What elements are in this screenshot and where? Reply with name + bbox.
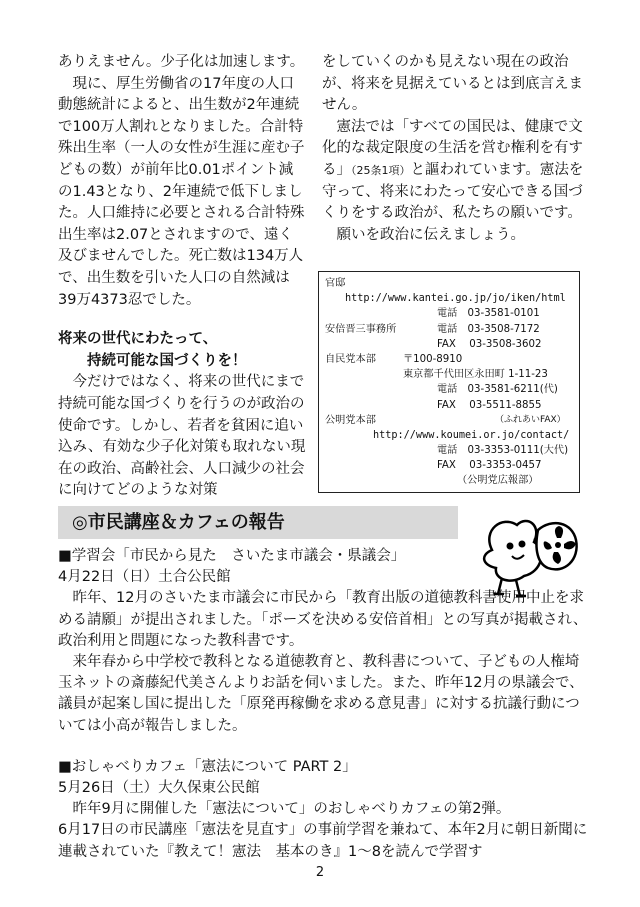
left-para-2: 現に、厚生労働省の17年度の人口動態統計によると、出生数が2年連続で100万人割れとなりました。合計特殊出生率（一人の女性が生涯に産む子どもの数）が前年比0.01ポイント減の1.43となり、2年連続で低下しました。人口維持に必要とされる合計特殊出生率は2.07とされますので、遠く及びませんでした。死亡数は134万人で、出生数を引いた人口の自然減は39万4373忍でした。 — [58, 75, 305, 308]
komei-url: http://www.koumei.or.jo/contact/ — [373, 429, 570, 441]
komei-fax: FAX 03-3353-0457 — [437, 460, 542, 472]
kantei-url: http://www.kantei.go.jp/jo/iken/html — [345, 293, 566, 305]
report1-para-1: 昨年、12月のさいたま市議会に市民から「教育出版の道徳教科書使用中止を求める請願」が提出されました。「ポーズを決める安倍首相」との写真が掲載され、政治利用と問題になった教科書です。 — [58, 590, 588, 649]
abe-label: 安倍晋三事務所 — [325, 323, 397, 335]
right-para-1: をしていくのかも見えない現在の政治が、将来を見据えているとは到底言えません。 — [322, 54, 583, 114]
report2-date: 5月26日（土）大久保東公民館 — [58, 780, 260, 797]
left-para-1: ありえません。少子化は加速します。 — [58, 54, 305, 70]
jimin-zip: 〒100-8910 — [403, 353, 463, 365]
right-para-3: 願いを政治に伝えましょう。 — [336, 226, 525, 243]
report1-para-2: 来年春から中学校で教科となる道徳教育と、教科書について、子どもの人権埼玉ネットの斎藤紀代美さんよりお話を伺いました。また、昨年12月の県議会で、議員が起案し国に提出した「原発再稼働を求める意見書」に対する抗議行動については小高が報告しました。 — [58, 654, 584, 734]
report2-para-1: 昨年9月に開催した「憲法について」のおしゃべりカフェの第2弾。 — [72, 801, 511, 818]
right-column — [322, 52, 588, 246]
jimin-fax: FAX 03-5511-8855 — [437, 399, 542, 411]
left-heading-1: 将来の世代にわたって、 — [58, 331, 218, 348]
report2-title: ■おしゃべりカフェ「憲法について PART 2」 — [58, 758, 357, 775]
jimin-label: 自民党本部 — [325, 353, 376, 365]
right-para-2 — [322, 117, 588, 225]
contact-box — [318, 271, 580, 493]
komei-label: 公明党本部 — [325, 414, 376, 426]
kantei-label: 官邸 — [325, 278, 346, 289]
section-title: ◎市民講座＆カフェの報告 — [58, 506, 458, 539]
right-para-2a: 憲法では「すべての国民は、健康で文化的な裁定限度の生活を営む権利を有する」 — [322, 118, 583, 178]
report1-title: ■学習会「市民から見た さいたま市議会・県議会」 — [58, 548, 406, 564]
jimin-address: 東京都千代田区永田町 1-11-23 — [403, 369, 548, 381]
report1-date: 4月22日（日）土合公民館 — [58, 569, 231, 586]
left-heading-2: 持続可能な国づくりを！ — [87, 352, 247, 369]
page-number: 2 — [315, 865, 325, 880]
left-column — [58, 52, 306, 502]
report2-para-2: 6月17日の市民講座「憲法を見直す」の事前学習を兼ねて、本年2月に朝日新聞に連載されていた『教えて！憲法 基本のき』1～8を読んで学習す — [58, 822, 588, 860]
reports — [58, 546, 588, 863]
abe-tel: 電話 03-3508-7172 — [437, 323, 540, 335]
kantei-tel: 電話 03-3581-0101 — [437, 308, 540, 320]
right-para-2b: と謳われています。憲法を守って、将来にわたって安心できる国づくりをする政治が、私たちの願いです。 — [322, 161, 584, 222]
article-ref: （25条1項） — [351, 163, 411, 177]
jimin-tel: 電話 03-3581-6211(代) — [437, 384, 558, 396]
komei-dept: （公明党広報部） — [457, 475, 539, 487]
komei-note: （ふれあいFAX） — [495, 414, 566, 425]
abe-fax: FAX 03-3508-3602 — [437, 338, 542, 350]
left-para-3: 今だけではなく、将来の世代にまで持続可能な国づくりを行うのが政治の使命です。しかし、若者を貧困に追い込み、有効な少子化対策も取れない現在の政治、高齢社会、人口減少の社会に向けてどのような対策 — [58, 374, 306, 499]
komei-tel: 電話 03-3353-0111(大代) — [437, 445, 569, 457]
